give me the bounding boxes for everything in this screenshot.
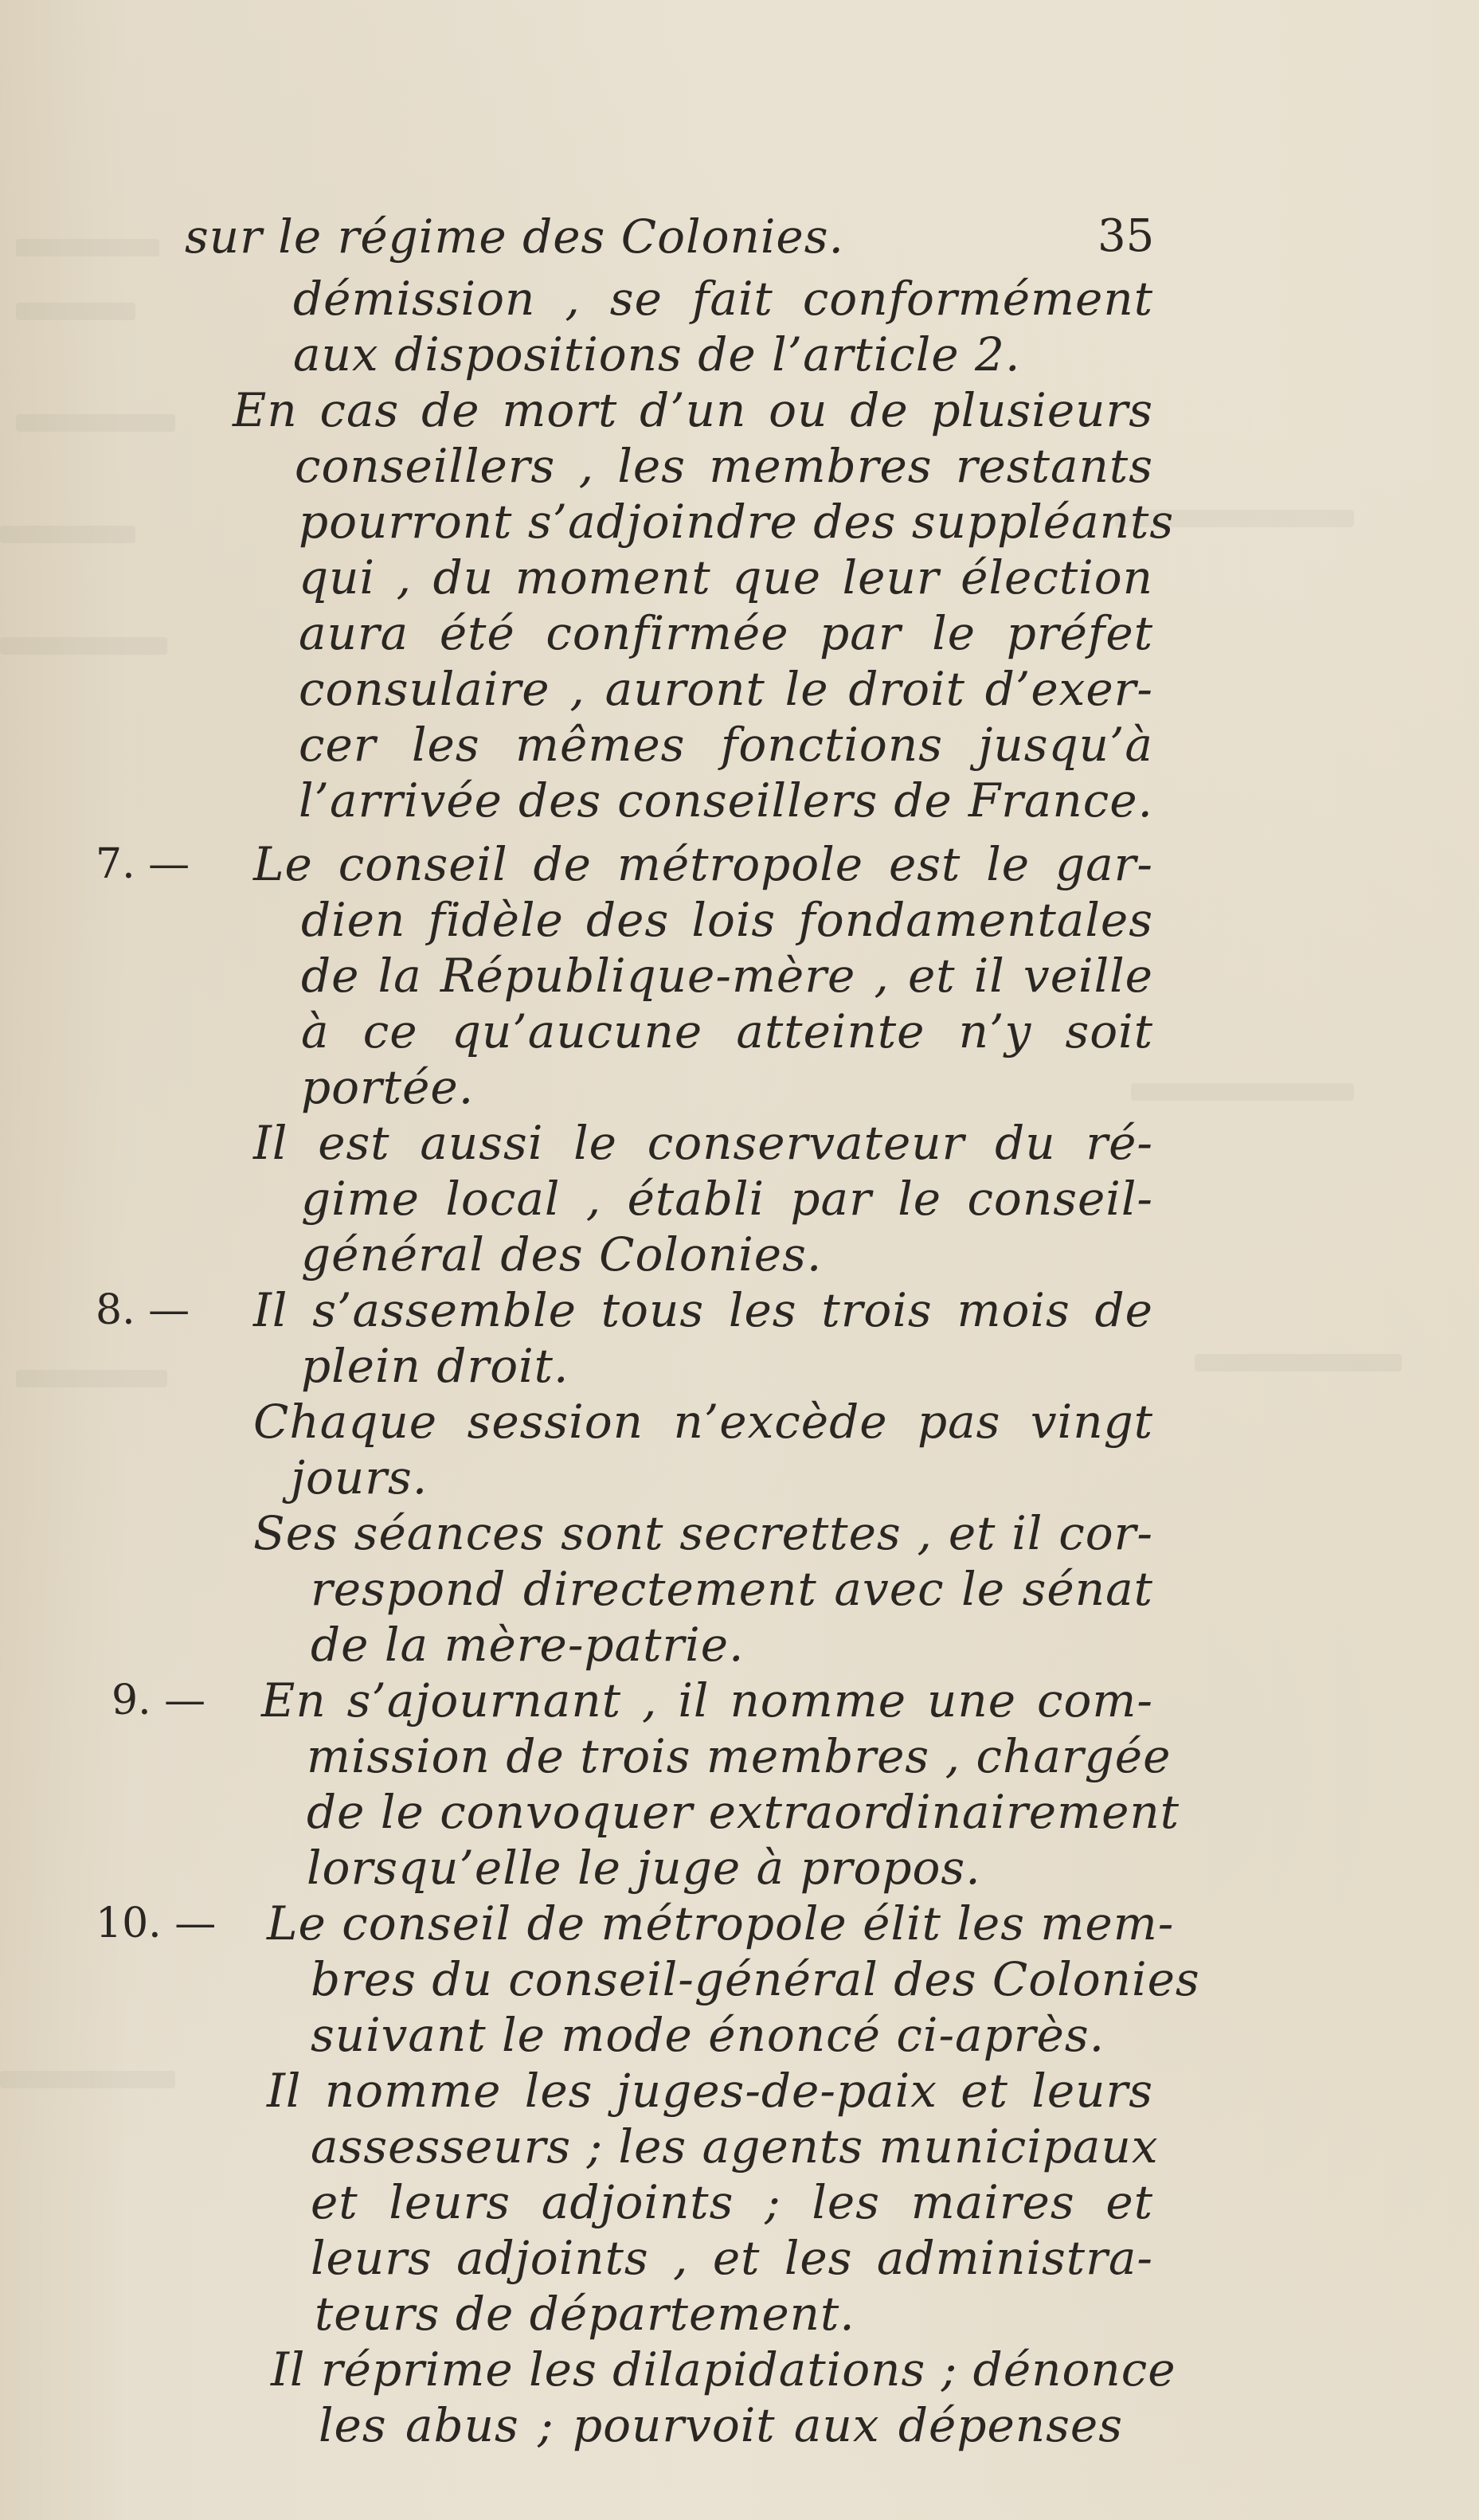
text-line: les abus ; pourvoit aux dépenses xyxy=(319,2398,1123,2452)
text-line: respond directement avec le sénat xyxy=(311,1562,1153,1616)
running-title: sur le régime des Colonies. xyxy=(185,209,844,264)
text-line: de le convoquer extraordinairement xyxy=(307,1785,1180,1839)
text-line: Il s’assemble tous les trois mois de xyxy=(253,1283,1153,1337)
text-line: bres du conseil-général des Colonies xyxy=(311,1952,1200,2006)
text-line: de la mère-patrie. xyxy=(311,1618,745,1672)
article-number: 9. — xyxy=(112,1677,206,1724)
text-line: conseillers , les membres restants xyxy=(295,439,1153,493)
text-line: démission , se fait conformément xyxy=(293,272,1153,326)
text-line: Ses séances sont secrettes , et il cor- xyxy=(253,1506,1153,1560)
text-line: de la République-mère , et il veille xyxy=(301,949,1153,1003)
text-line: Il réprime les dilapidations ; dénonce xyxy=(271,2342,1176,2397)
article-number: 7. — xyxy=(96,840,190,888)
text-line: leurs adjoints , et les administra- xyxy=(311,2231,1153,2285)
text-line: à ce qu’aucune atteinte n’y soit xyxy=(301,1004,1153,1058)
text-line: Le conseil de métropole est le gar- xyxy=(253,837,1153,891)
text-line: lorsqu’elle le juge à propos. xyxy=(307,1841,981,1895)
text-line: qui , du moment que leur élection xyxy=(299,550,1153,605)
text-line: Chaque session n’excède pas vingt xyxy=(253,1395,1153,1449)
text-line: général des Colonies. xyxy=(301,1227,823,1282)
text-line: consulaire , auront le droit d’exer- xyxy=(299,662,1153,716)
text-line: aux dispositions de l’article 2. xyxy=(293,327,1021,382)
text-line: mission de trois membres , chargée xyxy=(307,1729,1172,1783)
text-line: pourront s’adjoindre des suppléants xyxy=(299,495,1175,549)
text-line: Il nomme les juges-de-paix et leurs xyxy=(267,2064,1153,2118)
text-line: portée. xyxy=(301,1060,475,1114)
text-line: Il est aussi le conservateur du ré- xyxy=(253,1116,1153,1170)
text-line: dien fidèle des lois fondamentales xyxy=(301,893,1153,947)
text-line: jours. xyxy=(291,1450,428,1505)
text-line: suivant le mode énoncé ci-après. xyxy=(311,2008,1105,2062)
text-line: aura été confirmée par le préfet xyxy=(299,606,1153,660)
text-line: En s’ajournant , il nomme une com- xyxy=(261,1673,1153,1728)
page-number: 35 xyxy=(1098,210,1155,262)
text-line: Le conseil de métropole élit les mem- xyxy=(267,1896,1175,1951)
text-line: plein droit. xyxy=(301,1339,569,1393)
text-line: cer les mêmes fonctions jusqu’à xyxy=(299,718,1153,772)
article-number: 10. — xyxy=(96,1900,217,1947)
text-line: l’arrivée des conseillers de France. xyxy=(299,773,1153,828)
article-number: 8. — xyxy=(96,1286,190,1334)
text-line: assesseurs ; les agents municipaux xyxy=(311,2119,1159,2174)
text-line: gime local , établi par le conseil- xyxy=(301,1172,1153,1226)
text-line: En cas de mort d’un ou de plusieurs xyxy=(233,383,1153,437)
text-line: et leurs adjoints ; les maires et xyxy=(311,2175,1153,2229)
text-line: teurs de département. xyxy=(315,2287,855,2341)
